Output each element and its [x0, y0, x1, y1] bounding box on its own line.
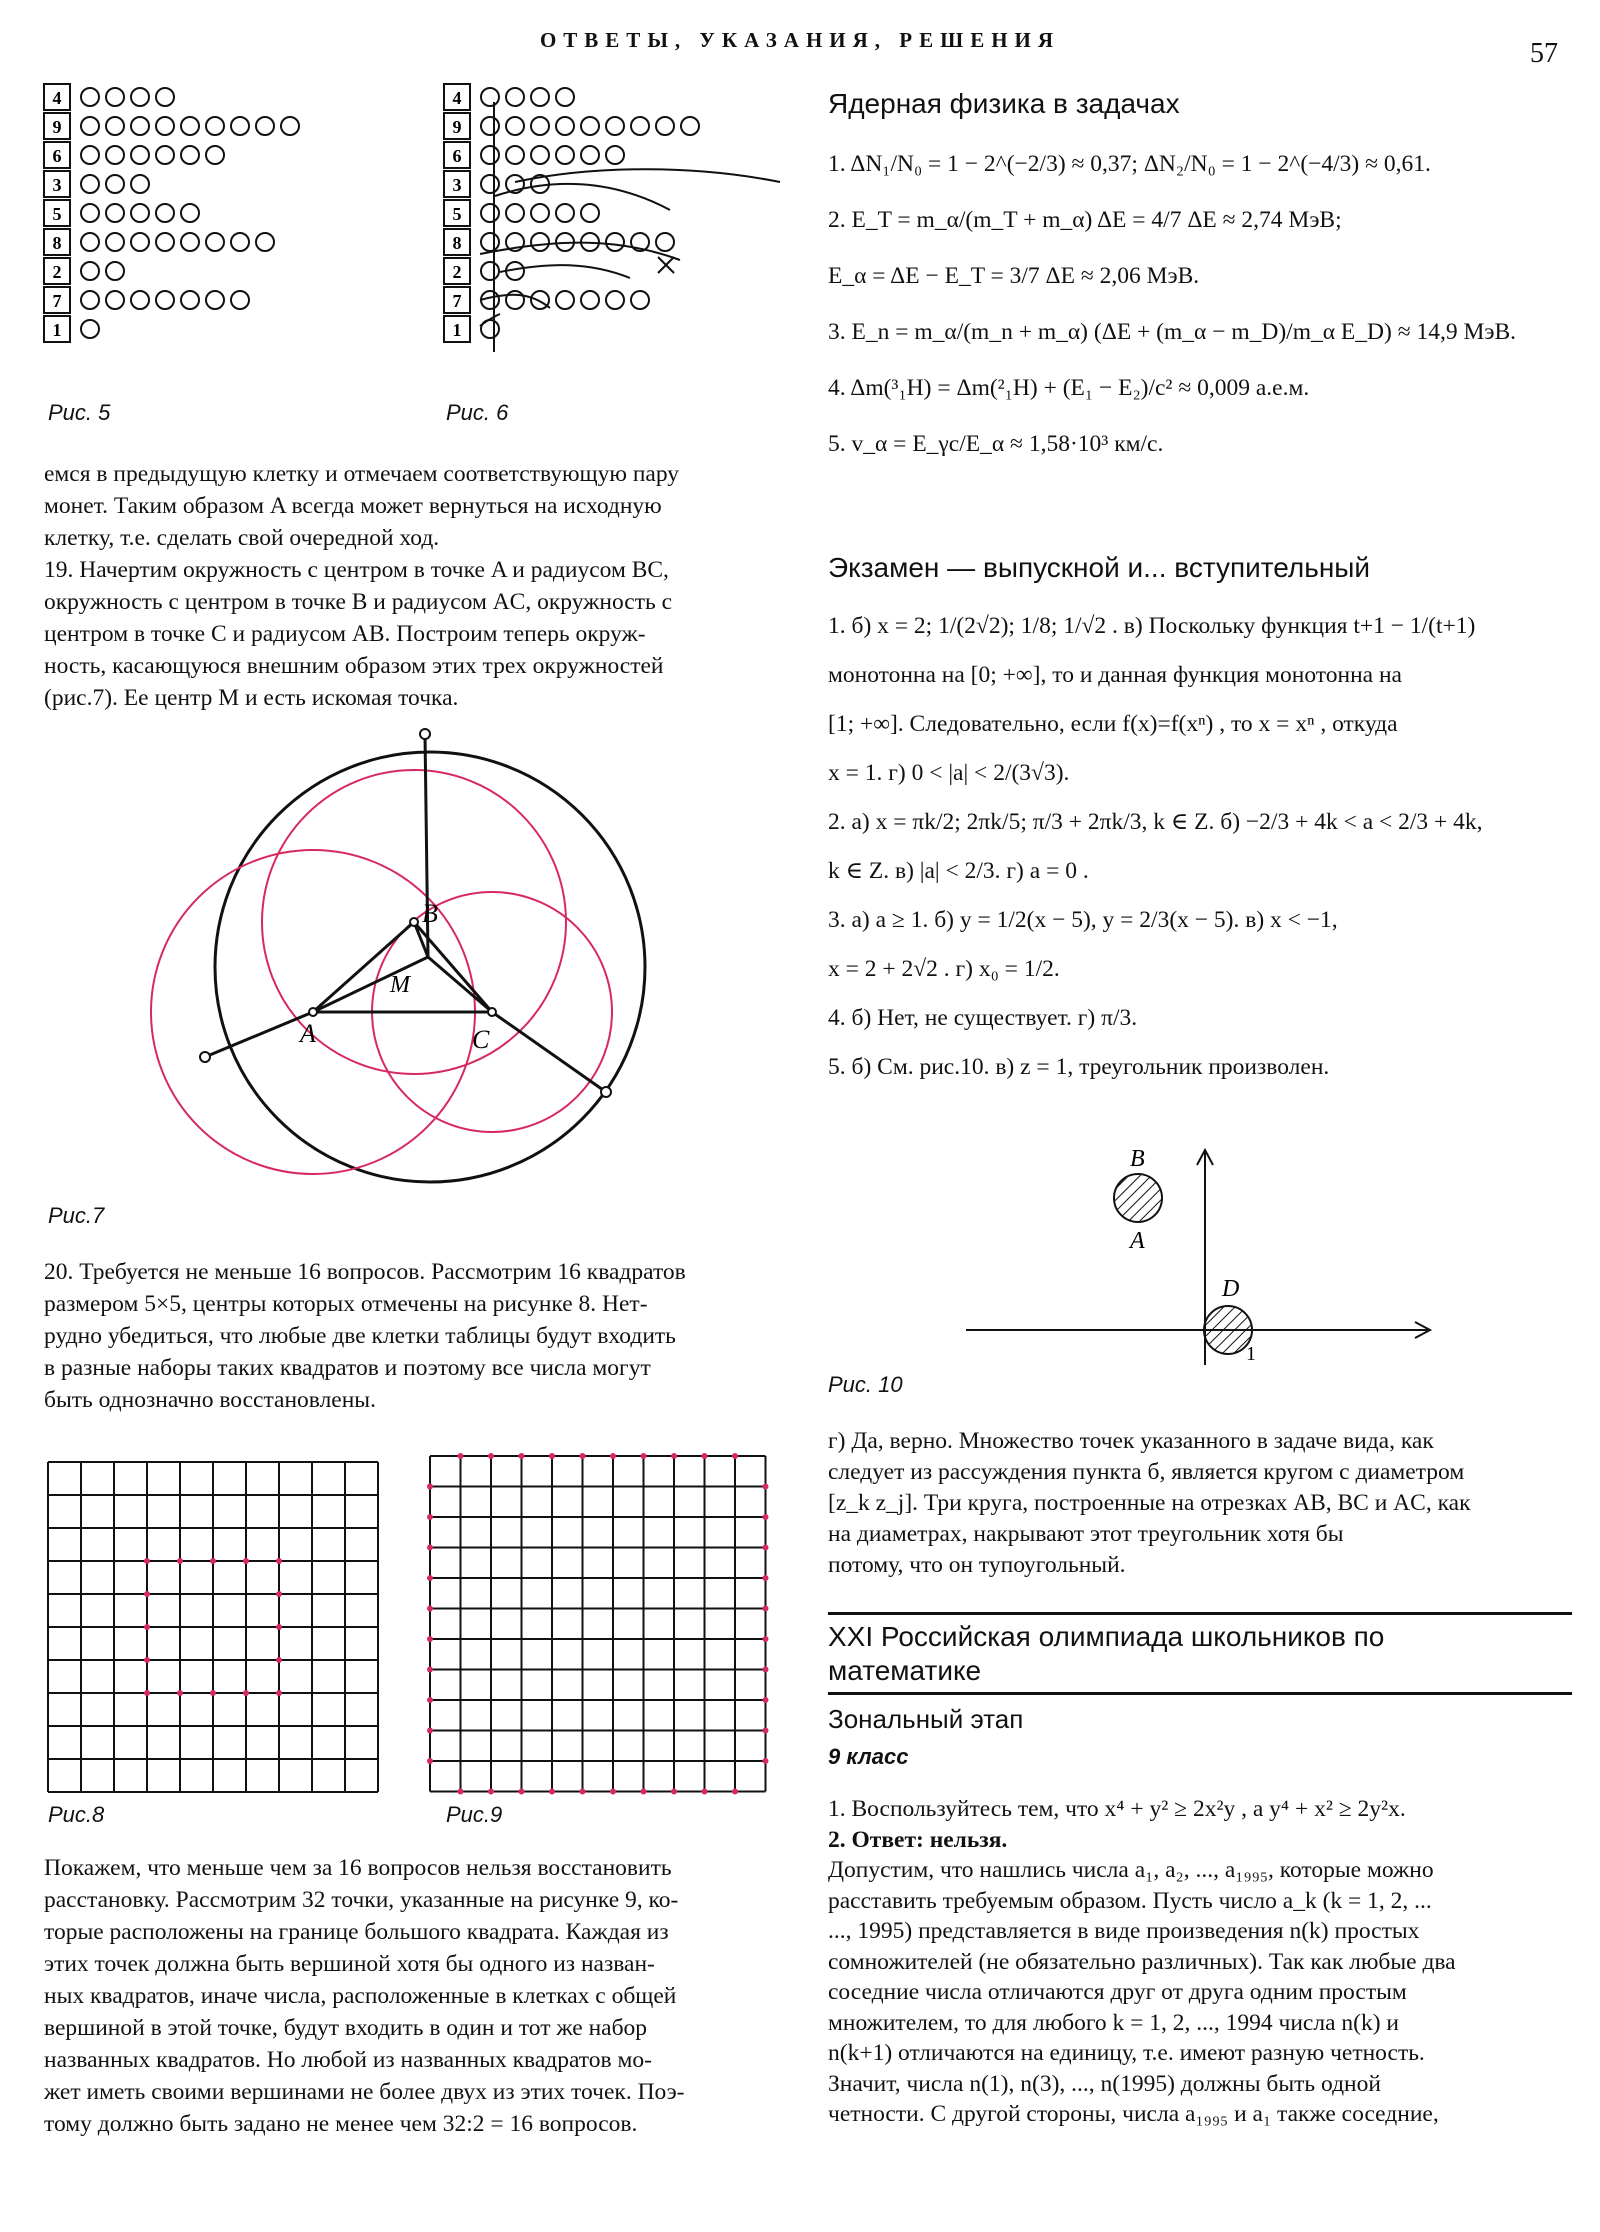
- coin: [656, 117, 674, 135]
- figure-5: [40, 82, 440, 382]
- section-title-olympiad: XXI Российская олимпиада школьников по математике: [828, 1621, 1385, 1686]
- coin: [606, 233, 624, 251]
- coin: [506, 117, 524, 135]
- figure-8: [44, 1458, 384, 1798]
- boundary-point: [732, 1789, 738, 1795]
- coin: [131, 233, 149, 251]
- boundary-point: [763, 1697, 769, 1703]
- boundary-point: [488, 1789, 494, 1795]
- figure-6-caption: Рис. 6: [446, 400, 509, 425]
- figure-10-caption: Рис. 10: [828, 1372, 903, 1397]
- point-B: [410, 918, 418, 926]
- coin: [481, 146, 499, 164]
- boundary-point: [549, 1789, 555, 1795]
- coin: [481, 88, 499, 106]
- coin: [81, 175, 99, 193]
- coin: [581, 291, 599, 309]
- figure-9: [424, 1450, 784, 1800]
- boundary-point: [641, 1789, 647, 1795]
- boundary-point: [549, 1453, 555, 1459]
- coin: [106, 291, 124, 309]
- fig6-box-label: 9: [452, 117, 462, 137]
- problem-19: 19. Начертим окружность с центром в точке A и радиусом BC, окружность с центром в точке B и радиусом AC, окружность с центром в точке C и радиусом AB. Построим теперь окруж- ность, касающуюся внешним образом этих трех окружностей (рис.7). Ее центр M и есть искомая точка.: [44, 557, 673, 711]
- coin: [581, 204, 599, 222]
- coin: [156, 117, 174, 135]
- coin: [256, 117, 274, 135]
- figure-7: [150, 712, 670, 1192]
- coin: [606, 291, 624, 309]
- subsection-grade: 9 класс: [828, 1744, 909, 1769]
- coin: [506, 88, 524, 106]
- square-center-dot: [144, 1558, 150, 1564]
- fig5-box-label: 6: [52, 146, 62, 166]
- fig6-box-label: 6: [452, 146, 462, 166]
- problem-20: 20. Требуется не меньше 16 вопросов. Рассмотрим 16 квадратов размером 5×5, центры которых отмечены на рисунке 8. Нет- рудно убедиться, что любые две клетки таблицы будут входить в разные наборы таких квадратов и поэтому все числа могут быть однозначно восстановлены.: [44, 1259, 686, 1413]
- coin: [106, 175, 124, 193]
- coin: [131, 291, 149, 309]
- fig6-box-label: 7: [452, 291, 462, 311]
- coin: [131, 117, 149, 135]
- label-C: C: [472, 1025, 490, 1054]
- coin: [131, 204, 149, 222]
- exam-answers: 1. б) x = 2; 1/(2√2); 1/8; 1/√2 . в) Поскольку функция t+1 − 1/(t+1) монотонна на [0; +∞], то и данная функция монотонна на [1; +∞]. Следовательно, если f(x)=f(xⁿ) , то x = xⁿ , откуда x = 1. г) 0 < |a| < 2/(3√3). 2. а) x = πk/2; 2πk/5; π/3 + 2πk/3, k ∈ Z. б) −2/3 + 4k < a < 2/3 + 4k, k ∈ Z. в) |a| < 2/3. г) a = 0 . 3. а) a ≥ 1. б) y = 1/2(x − 5), y = 2/3(x − 5). в) x < −1, x = 2 + 2√2 . г) x₀ = 1/2. 4. б) Нет, не существует. г) π/3. 5. б) См. рис.10. в) z = 1, треугольник произволен.: [828, 613, 1483, 1080]
- outer-circle: [215, 752, 645, 1182]
- coin-pair-path-2: [515, 169, 780, 182]
- figure-5-caption: Рис. 5: [48, 400, 111, 425]
- point-A: [309, 1008, 317, 1016]
- coin: [156, 88, 174, 106]
- boundary-point: [763, 1514, 769, 1520]
- square-center-dot: [177, 1558, 183, 1564]
- boundary-point: [702, 1453, 708, 1459]
- boundary-point: [610, 1789, 616, 1795]
- coin: [556, 88, 574, 106]
- fig5-box-label: 3: [52, 175, 62, 195]
- coin: [106, 204, 124, 222]
- label-B: B: [1130, 1146, 1145, 1172]
- coin: [206, 291, 224, 309]
- coin: [531, 88, 549, 106]
- figure-10: [960, 1140, 1440, 1380]
- boundary-point: [763, 1667, 769, 1673]
- coin: [606, 146, 624, 164]
- square-center-dot: [210, 1558, 216, 1564]
- section-title-exam: Экзамен — выпускной и... вступительный: [828, 552, 1371, 583]
- square-center-dot: [243, 1690, 249, 1696]
- coin: [231, 117, 249, 135]
- coin: [106, 88, 124, 106]
- coin: [181, 146, 199, 164]
- tick-1: 1: [1246, 1343, 1256, 1365]
- boundary-point: [763, 1758, 769, 1764]
- boundary-point: [427, 1667, 433, 1673]
- label-D: D: [1222, 1276, 1240, 1302]
- coin: [106, 117, 124, 135]
- boundary-point: [427, 1545, 433, 1551]
- paragraph-g: г) Да, верно. Множество точек указанного в задаче вида, как следует из рассуждения пункта б, является кругом с диаметром [z_k z_j]. Три круга, построенные на отрезках AB, BC и AC, как на диаметрах, накрывают этот треугольник хотя бы потому, что он тупоугольный.: [828, 1428, 1471, 1578]
- coin: [81, 204, 99, 222]
- fig6-box-label: 5: [452, 204, 462, 224]
- square-center-dot: [276, 1624, 282, 1630]
- coin: [481, 175, 499, 193]
- coin: [156, 291, 174, 309]
- coin: [156, 204, 174, 222]
- figure-6: [440, 82, 800, 382]
- square-center-dot: [144, 1591, 150, 1597]
- coin: [606, 117, 624, 135]
- coin: [681, 117, 699, 135]
- square-center-dot: [144, 1690, 150, 1696]
- fig5-box-label: 4: [52, 88, 62, 108]
- boundary-point: [427, 1636, 433, 1642]
- coin: [506, 146, 524, 164]
- square-center-dot: [177, 1690, 183, 1696]
- coin: [81, 88, 99, 106]
- coin: [531, 233, 549, 251]
- olympiad-solutions: 1. Воспользуйтесь тем, что x⁴ + y² ≥ 2x²y , а y⁴ + x² ≥ 2y²x. 2. Ответ: нельзя. Допустим, что нашлись числа a₁, a₂, ..., a₁₉₉₅, которые можно расставить требуемым образом. Пусть число a_k (k = 1, 2, ... ..., 1995) представляется в виде произведения n(k) простых сомножителей (не обязательно различных). Так как любые два соседние числа отличаются друг от друга одним простым множителем, то для любого k = 1, 2, ..., 1994 числа n(k) и n(k+1) отличаются на единицу, т.е. имеют разную четность. Значит, числа n(1), n(3), ..., n(1995) должны быть одной четности. С другой стороны, числа a₁₉₉₅ и a₁ также соседние,: [828, 1796, 1456, 2127]
- boundary-point: [427, 1728, 433, 1734]
- figure-9-caption: Рис.9: [446, 1802, 503, 1827]
- coin: [581, 117, 599, 135]
- fig5-box-label: 5: [52, 204, 62, 224]
- coin: [81, 291, 99, 309]
- boundary-point: [580, 1789, 586, 1795]
- coin: [106, 233, 124, 251]
- tangent-point-left: [200, 1052, 210, 1062]
- boundary-point: [488, 1453, 494, 1459]
- square-center-dot: [276, 1591, 282, 1597]
- coin: [106, 262, 124, 280]
- coin: [81, 233, 99, 251]
- fig5-box-label: 7: [52, 291, 62, 311]
- figure-8-caption: Рис.8: [48, 1802, 105, 1827]
- coin: [231, 233, 249, 251]
- line-M-A: [313, 957, 428, 1012]
- boundary-point: [427, 1514, 433, 1520]
- boundary-point: [702, 1789, 708, 1795]
- square-center-dot: [276, 1657, 282, 1663]
- fig5-box-label: 9: [52, 117, 62, 137]
- coin: [481, 262, 499, 280]
- coin: [531, 146, 549, 164]
- coin: [631, 291, 649, 309]
- divider-bottom: [828, 1692, 1572, 1695]
- point-C: [488, 1008, 496, 1016]
- coin: [556, 146, 574, 164]
- coin: [81, 146, 99, 164]
- coin: [481, 233, 499, 251]
- boundary-point: [458, 1789, 464, 1795]
- coin: [656, 233, 674, 251]
- coin: [481, 117, 499, 135]
- boundary-point: [458, 1453, 464, 1459]
- coin: [631, 117, 649, 135]
- figure-7-caption: Рис.7: [48, 1203, 105, 1228]
- boundary-point: [641, 1453, 647, 1459]
- boundary-point: [763, 1484, 769, 1490]
- boundary-point: [519, 1789, 525, 1795]
- coin: [556, 117, 574, 135]
- boundary-point: [763, 1575, 769, 1581]
- coin: [131, 175, 149, 193]
- boundary-point: [763, 1606, 769, 1612]
- paragraph-proof: Покажем, что меньше чем за 16 вопросов нельзя восстановить расстановку. Рассмотрим 32 точки, указанные на рисунке 9, ко- торые расположены на границе большого квадрата. Каждая из этих точек должна быть вершиной хотя бы одного из назван- ных квадратов, иначе числа, расположенные в клетках с общей вершиной в этой точке, будут входить в один и тот же набор названных квадратов. Но любой из названных квадратов мо- жет иметь своими вершинами не более двух из этих точек. Поэ- тому должно быть задано не менее чем 32:2 = 16 вопросов.: [44, 1855, 685, 2137]
- coin: [181, 204, 199, 222]
- fig5-box-label: 2: [52, 262, 62, 282]
- fig5-box-label: 8: [52, 233, 62, 253]
- label-A: A: [1130, 1228, 1145, 1254]
- coin: [206, 233, 224, 251]
- coin: [156, 146, 174, 164]
- fig6-box-label: 8: [452, 233, 462, 253]
- nuclear-answers: 1. ΔN₁/N₀ = 1 − 2^(−2/3) ≈ 0,37; ΔN₂/N₀ = 1 − 2^(−4/3) ≈ 0,61. 2. E_T = m_α/(m_T + m_α) ΔE = 4/7 ΔE ≈ 2,74 МэВ; E_α = ΔE − E_T = 3/7 ΔE ≈ 2,06 МэВ. 3. E_n = m_α/(m_n + m_α) (ΔE + (m_α − m_D)/m_α E_D) ≈ 14,9 МэВ. 4. Δm(³₁H) = Δm(²₁H) + (E₁ − E₂)/c² ≈ 0,009 а.е.м. 5. v_α = E_γc/E_α ≈ 1,58·10³ км/с.: [828, 151, 1516, 457]
- square-center-dot: [144, 1624, 150, 1630]
- fig6-box-label: 3: [452, 175, 462, 195]
- boundary-point: [580, 1453, 586, 1459]
- boundary-point: [671, 1789, 677, 1795]
- label-B: B: [422, 899, 438, 928]
- coin: [156, 233, 174, 251]
- square-center-dot: [276, 1558, 282, 1564]
- tangent-point-top: [420, 729, 430, 739]
- divider-top: [828, 1612, 1572, 1615]
- coin: [81, 117, 99, 135]
- disk-AB: [1114, 1174, 1162, 1222]
- square-center-dot: [243, 1558, 249, 1564]
- coin: [181, 291, 199, 309]
- coin: [506, 291, 524, 309]
- coin: [231, 291, 249, 309]
- square-center-dot: [144, 1657, 150, 1663]
- boundary-point: [427, 1484, 433, 1490]
- square-center-dot: [210, 1690, 216, 1696]
- coin: [81, 262, 99, 280]
- disk-D: [1204, 1306, 1252, 1354]
- fig5-box-label: 1: [52, 320, 62, 340]
- boundary-point: [610, 1453, 616, 1459]
- coin: [506, 204, 524, 222]
- boundary-point: [763, 1728, 769, 1734]
- coin: [531, 204, 549, 222]
- boundary-point: [427, 1575, 433, 1581]
- coin: [131, 88, 149, 106]
- label-M: M: [390, 972, 410, 998]
- section-title-nuclear: Ядерная физика в задачах: [828, 88, 1180, 119]
- coin: [206, 146, 224, 164]
- boundary-point: [427, 1606, 433, 1612]
- page-number: 57: [1530, 38, 1558, 69]
- coin: [531, 117, 549, 135]
- tangent-point-right: [601, 1087, 611, 1097]
- coin: [256, 233, 274, 251]
- boundary-point: [519, 1453, 525, 1459]
- coin: [81, 320, 99, 338]
- boundary-point: [671, 1453, 677, 1459]
- coin: [131, 146, 149, 164]
- line-C-right: [492, 1012, 606, 1092]
- label-A: A: [300, 1019, 316, 1048]
- fig6-box-label: 4: [452, 88, 462, 108]
- line-M-C: [428, 957, 492, 1012]
- coin: [281, 117, 299, 135]
- running-header: ОТВЕТЫ, УКАЗАНИЯ, РЕШЕНИЯ: [539, 28, 1061, 52]
- coin: [581, 146, 599, 164]
- coin: [481, 204, 499, 222]
- coin: [181, 117, 199, 135]
- coin: [181, 233, 199, 251]
- fig6-box-label: 2: [452, 262, 462, 282]
- subsection-zonal: Зональный этап: [828, 1704, 1024, 1734]
- boundary-point: [732, 1453, 738, 1459]
- boundary-point: [763, 1636, 769, 1642]
- fig6-box-label: 1: [452, 320, 462, 340]
- boundary-point: [427, 1758, 433, 1764]
- coin: [556, 204, 574, 222]
- coin: [556, 291, 574, 309]
- coin: [106, 146, 124, 164]
- coin: [206, 117, 224, 135]
- boundary-point: [427, 1697, 433, 1703]
- paragraph-coins: емся в предыдущую клетку и отмечаем соответствующую пару монет. Таким образом A всегда может вернуться на исходную клетку, т.е. сделать свой очередной ход.: [44, 461, 680, 551]
- boundary-point: [763, 1545, 769, 1551]
- square-center-dot: [276, 1690, 282, 1696]
